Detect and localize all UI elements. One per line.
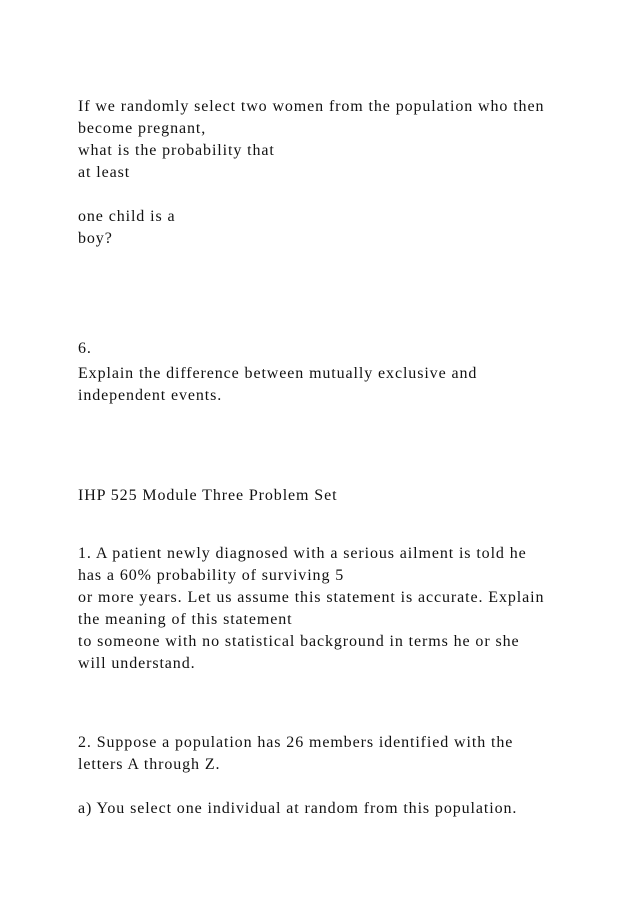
problem-1-line-6: will understand. bbox=[78, 655, 196, 672]
problem-2-line-1: 2. Suppose a population has 26 members identified with the bbox=[78, 734, 514, 751]
problem-1-line-1: 1. A patient newly diagnosed with a serious ailment is told he bbox=[78, 545, 527, 562]
problem-1-line-4: the meaning of this statement bbox=[78, 611, 293, 628]
problem-1-line-5: to someone with no statistical background in terms he or she bbox=[78, 633, 520, 650]
question-intro-line-3: what is the probability that bbox=[78, 142, 275, 159]
problem-1-line-3: or more years. Let us assume this statement is accurate. Explain bbox=[78, 589, 545, 606]
question-intro-line-4: at least bbox=[78, 164, 131, 181]
question-intro-line-1: If we randomly select two women from the population who then bbox=[78, 98, 545, 115]
problem-2-part-a: a) You select one individual at random from this population. bbox=[78, 800, 518, 817]
question-6-line-2: independent events. bbox=[78, 387, 223, 404]
question-intro-line-6: boy? bbox=[78, 230, 113, 247]
question-6-line-1: Explain the difference between mutually exclusive and bbox=[78, 365, 478, 382]
question-intro-line-2: become pregnant, bbox=[78, 120, 207, 137]
question-intro-line-5: one child is a bbox=[78, 208, 176, 225]
question-6-number: 6. bbox=[78, 340, 92, 357]
problem-2-line-2: letters A through Z. bbox=[78, 756, 221, 773]
problem-1-line-2: has a 60% probability of surviving 5 bbox=[78, 567, 345, 584]
section-title: IHP 525 Module Three Problem Set bbox=[78, 487, 338, 504]
